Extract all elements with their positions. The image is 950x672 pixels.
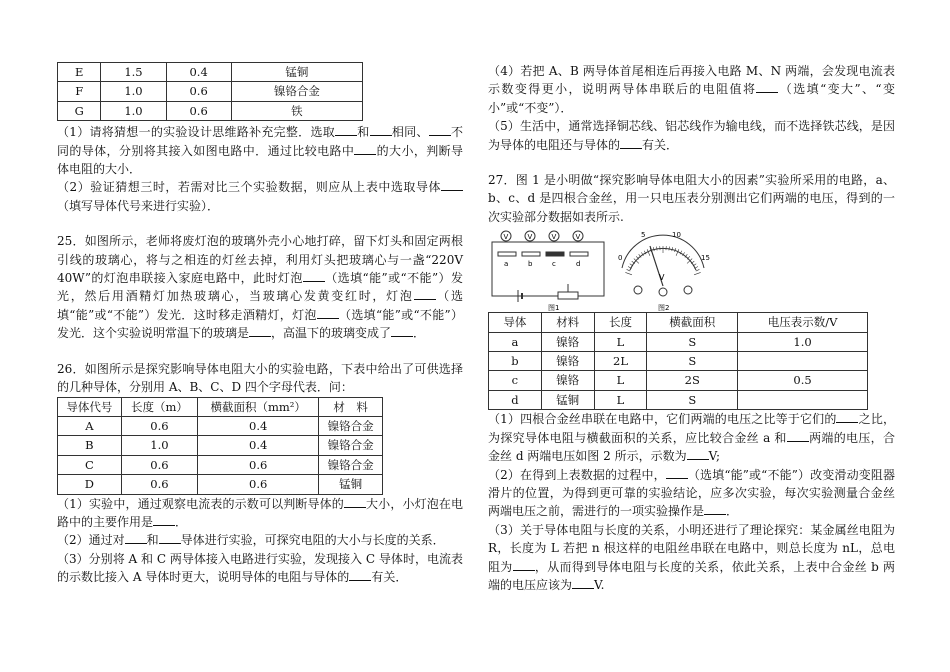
q27-part1: （1）四根合金丝串联在电路中，它们两端的电压之比等于它们的 之比，为探究导体电阻与横截面积的关系，应比较合金丝 a 和 两端的电压，合金丝 d 两端电压如图 2 所示，示数为 V; — [488, 412, 895, 464]
table-cell: 锰铜 — [541, 390, 594, 409]
q24-part2: （2）验证猜想三时，若需对比三个实验数据，则应从上表中选取导体（填写导体代号来进行实验）． — [57, 178, 463, 215]
q27-figures — [488, 228, 895, 312]
answer-blank[interactable] — [666, 467, 688, 479]
q27-part2: （2）在得到上表数据的过程中， （选填“能”或“不能”）改变滑动变阻器滑片的位置，为得到更可靠的实验结论，应多次实验，每次实验测量合金丝两端电压之前，需进行的一项实验操作是 ． — [488, 467, 895, 519]
q26-part1: （1）实验中，通过观察电流表的示数可以判断导体的 大小，小灯泡在电路中的主要作用是 ． — [57, 496, 463, 529]
table-cell: a — [489, 332, 542, 351]
table-cell — [738, 352, 868, 371]
voltmeter-icon — [573, 231, 583, 241]
table-row — [489, 390, 868, 409]
answer-blank[interactable] — [303, 270, 325, 282]
voltmeter-icon — [549, 231, 559, 241]
table-row — [489, 371, 868, 390]
left-column — [57, 62, 463, 587]
table-cell: E — [58, 63, 101, 82]
table-cell: L — [594, 332, 647, 351]
answer-blank[interactable] — [787, 430, 809, 442]
table-header-row — [489, 313, 868, 332]
table-cell: L — [594, 371, 647, 390]
table-cell: 0.6 — [121, 475, 197, 494]
table-cell: 锰铜 — [319, 475, 383, 494]
answer-blank[interactable] — [370, 124, 392, 136]
table-cell: 1.0 — [101, 101, 166, 120]
wire-label-c: c — [552, 260, 556, 269]
table-cell: 镍铬 — [541, 371, 594, 390]
table-cell: c — [489, 371, 542, 390]
table-cell: 1.0 — [738, 332, 868, 351]
table-cell: L — [594, 390, 647, 409]
answer-blank[interactable] — [441, 179, 463, 191]
conductor-table-top — [57, 62, 363, 121]
table-row — [58, 101, 363, 120]
table-cell: 0.6 — [198, 455, 319, 474]
table-header-cell: 横截面积 — [647, 313, 738, 332]
table-row — [58, 436, 383, 455]
table-header-row — [58, 397, 383, 416]
table-cell: 0.4 — [198, 416, 319, 435]
q24-part4: （4）若把 A、B 两导体首尾相连后再接入电路 M、N 两端，会发现电流表示数变得更小，说明两导体串联后的电阻值将 （选填“变大”、“变小”或“不变”）． — [488, 64, 895, 115]
table-cell: 1.5 — [101, 63, 166, 82]
q26-conductor-table — [57, 397, 383, 495]
table-cell: D — [58, 475, 122, 494]
table-cell: 镍铬合金 — [319, 455, 383, 474]
answer-blank[interactable] — [125, 532, 147, 544]
answer-blank[interactable] — [317, 307, 339, 319]
scale-5: 5 — [641, 231, 646, 240]
table-row — [58, 475, 383, 494]
table-cell: 0.6 — [121, 416, 197, 435]
answer-blank[interactable] — [513, 559, 535, 571]
table-cell: S — [647, 390, 738, 409]
dial-tick — [669, 247, 670, 251]
answer-blank[interactable] — [836, 411, 858, 423]
table-row — [489, 352, 868, 371]
table-cell: 镍铬合金 — [319, 416, 383, 435]
table-cell: 铁 — [231, 101, 362, 120]
table-header-cell: 电压表示数/V — [738, 313, 868, 332]
table-header-cell: 材料 — [541, 313, 594, 332]
svg-text:V: V — [503, 233, 509, 242]
table-cell: 锰铜 — [231, 63, 362, 82]
table-cell: 镍铬合金 — [231, 82, 362, 101]
answer-blank[interactable] — [756, 81, 778, 93]
unit-label: V — [659, 273, 665, 283]
table-cell: 0.5 — [738, 371, 868, 390]
voltmeter-dial-fig2 — [608, 228, 718, 312]
table-cell: 0.6 — [198, 475, 319, 494]
wire-label-b: b — [528, 260, 533, 269]
dial-tick — [625, 273, 632, 275]
dial-tick — [694, 273, 701, 275]
q26-part3: （3）分别将 A 和 C 两导体接入电路进行实验，发现接入 C 导体时，电流表的示数比接入 A 导体时更大，说明导体的电阻与导体的 有关． — [57, 551, 463, 585]
table-cell: A — [58, 416, 122, 435]
svg-text:V: V — [575, 233, 581, 242]
wire-label-a: a — [504, 260, 509, 269]
scale-15: 15 — [701, 254, 710, 263]
table-cell — [738, 390, 868, 409]
table-cell: 镍铬合金 — [319, 436, 383, 455]
answer-blank[interactable] — [335, 124, 357, 136]
q26-intro: 26．如图所示是探究影响导体电阻大小的实验电路，下表中给出了可供选择的几种导体，分别用 A、B、C、D 四个字母代表．问： — [57, 361, 463, 395]
fig2-caption: 图2 — [658, 304, 670, 313]
table-header-cell: 材 料 — [319, 397, 383, 416]
q24-part5: （5）生活中，通常选择铜芯线、铝芯线作为输电线，而不选择铁芯线，是因为导体的电阻还与导体的 有关． — [488, 119, 895, 152]
table-cell: b — [489, 352, 542, 371]
table-cell: C — [58, 455, 122, 474]
table-cell: 2S — [647, 371, 738, 390]
table-row — [58, 82, 363, 101]
table-cell: d — [489, 390, 542, 409]
voltmeter-icon — [501, 231, 511, 241]
right-column — [488, 62, 895, 594]
answer-blank[interactable] — [429, 124, 451, 136]
fig1-caption: 图1 — [548, 304, 560, 313]
dial-tick — [656, 247, 657, 251]
voltmeter-icon — [525, 231, 535, 241]
answer-blank[interactable] — [572, 577, 594, 589]
table-cell: 0.6 — [121, 455, 197, 474]
table-header-cell: 长度 — [594, 313, 647, 332]
answer-blank[interactable] — [414, 288, 436, 300]
table-row — [489, 332, 868, 351]
dial-tick — [647, 250, 650, 256]
q26-part2: （2）通过对 和 导体进行实验，可探究电阻的大小与长度的关系． — [57, 533, 445, 548]
dial-tick — [676, 250, 679, 256]
table-cell: 0.4 — [198, 436, 319, 455]
answer-blank[interactable] — [249, 325, 271, 337]
table-row — [58, 416, 383, 435]
scale-0: 0 — [618, 254, 623, 263]
answer-blank[interactable] — [391, 325, 413, 337]
table-cell: 0.4 — [166, 63, 231, 82]
q24-part1: （1）请将猜想一的实验设计思维路补充完整．选取 和 相同、 不同的导体，分别将其接入如图电路中．通过比较电路中 的大小，判断导体电阻的大小． — [57, 125, 463, 177]
table-cell: G — [58, 101, 101, 120]
scale-10: 10 — [672, 231, 681, 240]
table-cell: 镍铬 — [541, 332, 594, 351]
table-row — [58, 455, 383, 474]
q25-text: 25．如图所示，老师将废灯泡的玻璃外壳小心地打碎，留下灯头和固定两根引线的玻璃心，将与之相连的灯丝去掉，利用灯头把玻璃心与一盏“220V 40W”的灯泡串联接入家庭电路中，此时灯泡 （选填“能”或“不能”）发光，然后用酒精灯加热玻璃心，当玻璃心发黄变红时，灯泡 （选填“能”或“不能”）发光．这时移走酒精灯，灯泡 （选填“能”或“不能”）发光．这个实验说明常温下的玻璃是 ，高温下的玻璃变成了 ． — [57, 234, 463, 341]
table-cell: 0.6 — [166, 82, 231, 101]
table-cell: 0.6 — [166, 101, 231, 120]
table-cell: F — [58, 82, 101, 101]
answer-blank[interactable] — [153, 514, 175, 526]
table-header-cell: 长度（m） — [121, 397, 197, 416]
table-cell: 镍铬 — [541, 352, 594, 371]
answer-blank[interactable] — [344, 496, 366, 508]
q27-intro: 27．图 1 是小明做“探究影响导体电阻大小的因素”实验所采用的电路，a、b、c、d 是四根合金丝，用一只电压表分别测出它们两端的电压，得到的一次实验部分数据如表所示. — [488, 173, 895, 224]
table-cell: 2L — [594, 352, 647, 371]
table-cell: S — [647, 332, 738, 351]
answer-blank[interactable] — [159, 532, 181, 544]
table-cell: 1.0 — [101, 82, 166, 101]
wire-label-d: d — [576, 260, 581, 269]
table-header-cell: 横截面积（mm²） — [198, 397, 319, 416]
answer-blank[interactable] — [687, 448, 709, 460]
answer-blank[interactable] — [354, 143, 376, 155]
table-cell: B — [58, 436, 122, 455]
table-header-cell: 导体代号 — [58, 397, 122, 416]
table-cell: S — [647, 352, 738, 371]
table-row — [58, 63, 363, 82]
svg-text:V: V — [551, 233, 557, 242]
answer-blank[interactable] — [620, 137, 642, 149]
q27-data-table — [488, 312, 868, 410]
answer-blank[interactable] — [349, 569, 371, 581]
table-cell: 1.0 — [121, 436, 197, 455]
table-header-cell: 导体 — [489, 313, 542, 332]
svg-text:V: V — [527, 233, 533, 242]
q27-part3: （3）关于导体电阻与长度的关系，小明还进行了理论探究：某金属丝电阻为 R，长度为 L 若把 n 根这样的电阻丝串联在电路中，则总长度为 nL，总电阻为 ，从而得到导体电阻与长度的关系，依此关系，上表中合金丝 b 两端的电压应该为 V. — [488, 522, 895, 592]
answer-blank[interactable] — [704, 503, 726, 515]
